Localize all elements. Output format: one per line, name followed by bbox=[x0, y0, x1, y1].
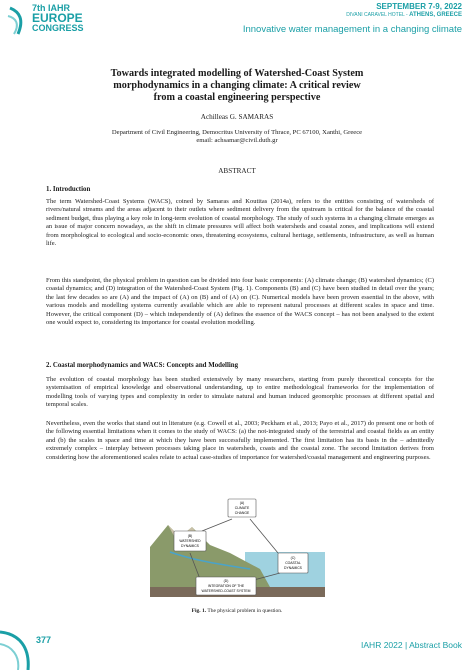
box-d-line2: WATERSHED-COAST SYSTEM bbox=[201, 589, 251, 593]
congress-logo-text bbox=[32, 4, 84, 33]
box-d-id: (D) bbox=[223, 579, 229, 583]
venue-hotel: DIVANI CARAVEL HOTEL - bbox=[346, 12, 408, 18]
caption-label: Fig. 1. bbox=[191, 608, 207, 614]
box-c-line2: DYNAMICS bbox=[284, 566, 302, 570]
caption-text: The physical problem in question. bbox=[206, 608, 283, 614]
box-d-line1: INTEGRATION OF THE bbox=[207, 584, 245, 588]
congress-dates: SEPTEMBER 7-9, 2022 bbox=[376, 2, 462, 11]
logo-line2: EUROPE bbox=[32, 11, 83, 25]
congress-venue bbox=[346, 12, 462, 18]
author-email: email: achsamar@civil.duth.gr bbox=[196, 137, 278, 145]
figure-physical-problem bbox=[150, 497, 325, 603]
paper-author: Achilleas G. SAMARAS bbox=[200, 113, 274, 121]
box-a-id: (A) bbox=[239, 501, 245, 505]
author-affiliation bbox=[40, 129, 434, 146]
section2-heading: 2. Coastal morphodynamics and WACS: Concepts and Modelling bbox=[46, 362, 239, 369]
box-c-id: (C) bbox=[290, 556, 296, 560]
affiliation-text: Department of Civil Engineering, Democritus University of Thrace, PC 67100, Xanthi, Greece bbox=[111, 129, 363, 136]
box-a-line2: CHANGE bbox=[234, 511, 250, 515]
title-line-1: Towards integrated modelling of Watershed-Coast System bbox=[110, 68, 364, 79]
logo-line1: 7th IAHR bbox=[32, 3, 70, 13]
logo-line3: CONGRESS bbox=[32, 23, 84, 33]
congress-tagline: Innovative water management in a changing climate bbox=[242, 24, 462, 35]
page-number: 377 bbox=[36, 635, 52, 645]
title-line-2: morphodynamics in a changing climate: A critical review bbox=[113, 80, 361, 91]
title-line-3: from a coastal engineering perspective bbox=[153, 92, 321, 103]
section1-heading: 1. Introduction bbox=[46, 186, 91, 193]
box-b-id: (B) bbox=[187, 534, 193, 538]
abstract-heading: ABSTRACT bbox=[218, 167, 256, 175]
box-a-line1: CLIMATE bbox=[234, 506, 250, 510]
section2-paragraph-2: Nevertheless, even the works that stand out in literature (e.g. Cowell et al., 2003; Peckham et al., 2013; Payo et al., 2017) do present one or both of the following essential limitations when it comes to the study of WACS: (a) the not-integrated study of the terrestrial and coastal fields as an entity and (b) the scales in space and time at which they have been successfully implemented. The first limitation has its basis in the – admittedly extremely complex – interplay between processes taking place in watersheds, coasts and the coastal zone. The second limitation derives from considering how the aforementioned scales relate to actual case-studies of importance for watershed/coastal management and engineering purposes. bbox=[46, 420, 434, 461]
paper-title bbox=[40, 68, 434, 104]
congress-header bbox=[0, 0, 474, 46]
iahr-logo-icon bbox=[6, 6, 30, 36]
box-b-line2: DYNAMICS bbox=[181, 544, 199, 548]
venue-city: ATHENS, GREECE bbox=[409, 12, 462, 18]
box-c-line1: COASTAL bbox=[285, 561, 301, 565]
section1-paragraph-2: From this standpoint, the physical problem in question can be divided into four basic components: (A) climate change; (B) watershed dynamics; (C) coastal dynamics; and (D) integration of the Watershed-Coast System (Fig. 1). Components (B) and (C) have been studied in detail over the years; the last few decades so are (A) and the impact of (A) on (B) and of (A) on (C). Numerical models have been proven essential in the above, with various models and modelling systems currently available which are able to represent natural processes at different scales in space and time. However, the critical component (D) – which independently of (A) defines the essence of the WACS concept – has not been analysed to the extent one would expect to, considering its importance for coastal evolution modelling. bbox=[46, 277, 434, 327]
figure-caption bbox=[40, 608, 434, 614]
section1-paragraph-1: The term Watershed-Coast Systems (WACS), coined by Samaras and Koutitas (2014a), refers to the entities consisting of watersheds of rivers/natural streams and the areas adjacent to their outlets where sediment delivery from the upstream is critical for the balance of the coastal sediment budget, thus playing a key role in long-term evolution of coastal morphology. The study of such systems in a changing climate emerges as an issue of major concern nowadays, as the shift in climate pressures will affect both watersheds and coastal zones, and implications will extend from morphological to ecological and socio-economic ones, threatening ecosystems, cultural heritage, settlements, infrastructure, as well as human life. bbox=[46, 198, 434, 248]
section2-paragraph-1: The evolution of coastal morphology has been studied extensively by many researchers, starting from purely theoretical concepts for the systemisation of empirical knowledge and observational understanding, up to entire methodological frameworks for the implementation of modelling tools of varying types and complexity in order to simulate natural and human induced geomorphic processes at different spatial and temporal scales. bbox=[46, 376, 434, 409]
footer-book-title: IAHR 2022 | Abstract Book bbox=[361, 640, 462, 650]
box-b-line1: WATERSHED bbox=[179, 539, 201, 543]
